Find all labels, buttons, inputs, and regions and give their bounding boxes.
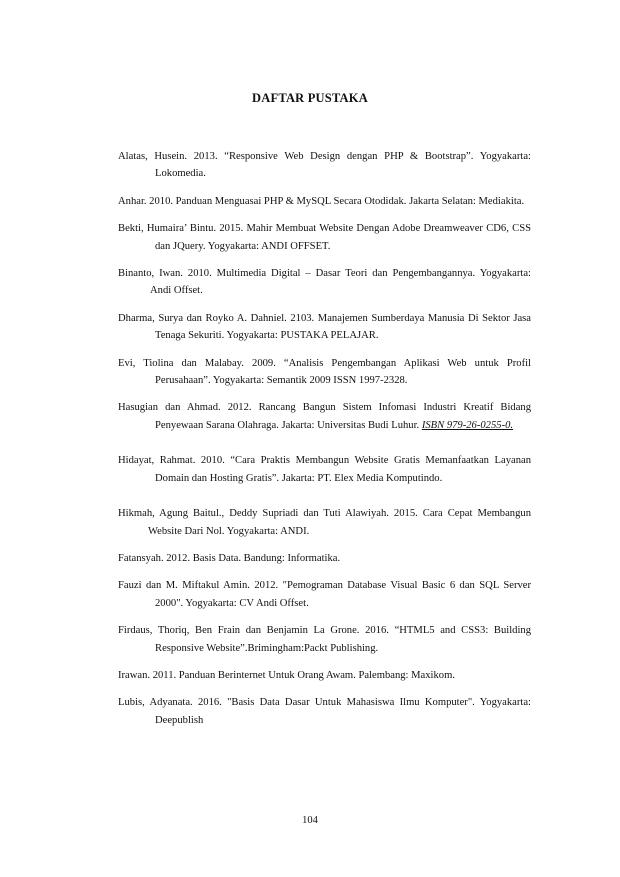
reference-entry-irawan: Irawan. 2011. Panduan Berinternet Untuk Orang Awam. Palembang: Maxikom. — [118, 669, 455, 681]
reference-entry-evi: Evi, Tiolina dan Malabay. 2009. “Analisis Pengembangan Aplikasi Web untuk Profil Perusahaan”. Yogyakarta: Semantik 2009 ISSN 1997-2328. — [118, 357, 531, 387]
page-title: DAFTAR PUSTAKA — [252, 91, 368, 105]
reference-entry-lubis: Lubis, Adyanata. 2016. "Basis Data Dasar Untuk Mahasiswa Ilmu Komputer". Yogyakarta: Deepublish — [118, 697, 531, 726]
page-number: 104 — [302, 815, 318, 826]
reference-entry-fauzi: Fauzi dan M. Miftakul Amin. 2012. "Pemograman Database Visual Basic 6 dan SQL Server 2000". Yogyakarta: CV Andi Offset. — [118, 580, 531, 609]
reference-list — [118, 148, 531, 729]
reference-entry-hikmah: Hikmah, Agung Baitul., Deddy Supriadi dan Tuti Alawiyah. 2015. Cara Cepat Membangun Website Dari Nol. Yogyakarta: ANDI. — [118, 508, 531, 537]
reference-entry-dharma: Dharma, Surya dan Royko A. Dahniel. 2103. Manajemen Sumberdaya Manusia Di Sektor Jasa Tenaga Sekuriti. Yogyakarta: PUSTAKA PELAJAR. — [118, 312, 531, 342]
reference-entry-hidayat: Hidayat, Rahmat. 2010. “Cara Praktis Membangun Website Gratis Memanfaatkan Layanan Domain dan Hosting Gratis”. Jakarta: PT. Elex Media Komputindo. — [118, 455, 531, 484]
reference-entry-hasugian — [118, 399, 531, 434]
isbn-link[interactable]: ISBN 979-26-0255-0. — [421, 419, 514, 431]
reference-entry-alatas: Alatas, Husein. 2013. “Responsive Web Design dengan PHP & Bootstrap”. Yogyakarta: Lokomedia. — [118, 151, 531, 180]
reference-entry-bekti: Bekti, Humaira’ Bintu. 2015. Mahir Membuat Website Dengan Adobe Dreamweaver CD6, CSS dan JQuery. Yogyakarta: ANDI OFFSET. — [118, 223, 531, 252]
reference-entry-fatansyah: Fatansyah. 2012. Basis Data. Bandung: Informatika. — [118, 552, 341, 564]
reference-entry-binanto: Binanto, Iwan. 2010. Multimedia Digital – Dasar Teori dan Pengembangannya. Yogyakarta: Andi Offset. — [118, 268, 531, 297]
reference-entry-firdaus: Firdaus, Thoriq, Ben Frain dan Benjamin La Grone. 2016. “HTML5 and CSS3: Building Responsive Website”.Brimingham:Packt Publishing. — [118, 625, 531, 654]
reference-entry-anhar: Anhar. 2010. Panduan Menguasai PHP & MySQL Secara Otodidak. Jakarta Selatan: Mediakita. — [118, 195, 525, 207]
reference-text: Hasugian dan Ahmad. 2012. Rancang Bangun Sistem Infomasi Industri Kreatif Bidang Penyewaan Sarana Olahraga. Jakarta: Universitas Budi Luhur. — [118, 402, 531, 431]
